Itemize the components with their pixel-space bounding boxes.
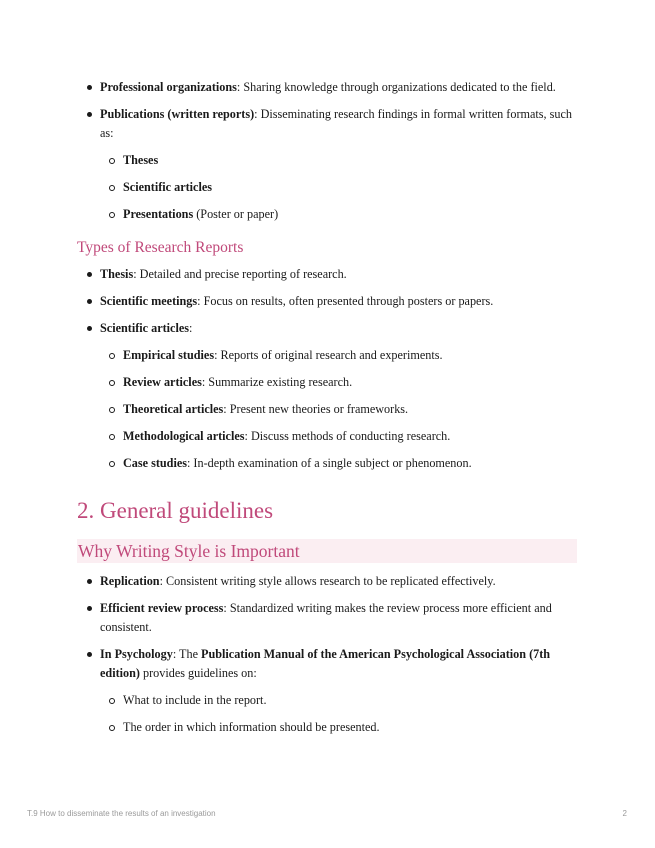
page-footer — [27, 809, 627, 818]
item-desc: : In-depth examination of a single subject or phenomenon. — [187, 456, 472, 470]
item-desc: : Consistent writing style allows research to be replicated effectively. — [159, 574, 496, 588]
item-desc: : Sharing knowledge through organizations dedicated to the field. — [236, 80, 556, 94]
item-term: Theses — [123, 153, 159, 167]
item-desc: : — [189, 321, 193, 335]
item-term: Publications (written reports) — [100, 107, 255, 121]
item-term: Scientific articles — [100, 321, 190, 335]
publication-sublist — [100, 151, 577, 224]
list-item — [77, 292, 577, 311]
page-number: 2 — [622, 809, 627, 818]
list-item — [77, 599, 577, 637]
sub-list-item — [100, 454, 577, 473]
item-desc: : Summarize existing research. — [201, 375, 353, 389]
section-heading: 2. General guidelines — [77, 498, 274, 523]
list-item — [77, 572, 577, 591]
item-desc: : Detailed and precise reporting of research. — [133, 267, 347, 281]
item-term: Professional organizations — [100, 80, 237, 94]
item-term: Empirical studies — [123, 348, 215, 362]
sub-list-item — [100, 373, 577, 392]
item-term: Scientific meetings — [100, 294, 198, 308]
intro-list — [77, 78, 577, 224]
sub-list-item — [100, 178, 577, 197]
item-term: Review articles — [123, 375, 202, 389]
sub-list-item: The order in which information should be presented. — [100, 718, 577, 737]
item-term: Theoretical articles — [123, 402, 224, 416]
item-desc: : Reports of original research and experiments. — [214, 348, 443, 362]
item-desc: : Focus on results, often presented through posters or papers. — [197, 294, 494, 308]
item-desc: : The — [172, 647, 202, 661]
item-term: Efficient review process — [100, 601, 224, 615]
item-desc: : Present new theories or frameworks. — [223, 402, 409, 416]
list-item — [77, 265, 577, 284]
item-desc: provides guidelines on: — [139, 666, 257, 680]
item-term: Scientific articles — [123, 180, 213, 194]
item-desc: (Poster or paper) — [193, 207, 279, 221]
item-term: Presentations — [123, 207, 194, 221]
sub-list-item — [100, 427, 577, 446]
apa-guidelines-sublist — [100, 691, 577, 737]
sub-list-item — [100, 346, 577, 365]
footer-title: T.9 How to disseminate the results of an investigation — [27, 809, 216, 818]
page-content — [77, 78, 577, 745]
sub-list-item — [100, 205, 577, 224]
sub-list-item: What to include in the report. — [100, 691, 577, 710]
list-item — [77, 645, 577, 737]
item-term: Case studies — [123, 456, 187, 470]
article-types-sublist — [100, 346, 577, 473]
sub-list-item — [100, 151, 577, 170]
types-heading: Types of Research Reports — [77, 239, 244, 256]
list-item — [77, 319, 577, 473]
item-term: Methodological articles — [123, 429, 245, 443]
writing-style-list — [77, 572, 577, 737]
item-term: In Psychology — [100, 647, 173, 661]
writing-style-heading: Why Writing Style is Important — [77, 539, 577, 563]
list-item — [77, 105, 577, 224]
item-desc: : Disseminating research findings in formal written formats, such as: — [100, 107, 572, 140]
item-desc: : Standardized writing makes the review process more efficient and consistent. — [100, 601, 552, 634]
item-term: Replication — [100, 574, 160, 588]
types-list — [77, 265, 577, 473]
manual-title: Publication Manual of the American Psychological Association (7th edition) — [100, 647, 551, 680]
list-item — [77, 78, 577, 97]
item-term: Thesis — [100, 267, 134, 281]
sub-list-item — [100, 400, 577, 419]
item-desc: : Discuss methods of conducting research. — [244, 429, 451, 443]
